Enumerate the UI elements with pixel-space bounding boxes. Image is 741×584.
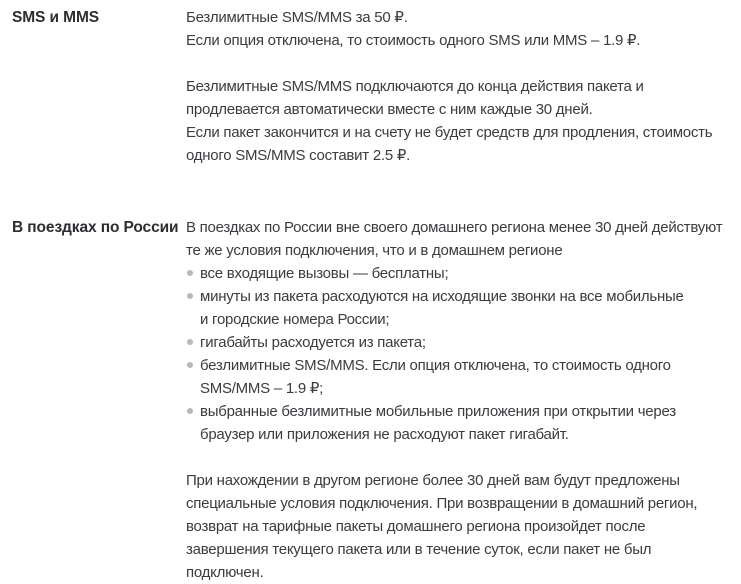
text-line: продлевается автоматически вместе с ним каждые 30 дней. <box>186 101 593 118</box>
row-label: SMS и MMS <box>12 9 99 26</box>
bullet-list <box>186 262 723 446</box>
list-item <box>186 400 723 446</box>
text-line: браузер или приложения не расходуют пакет гигабайт. <box>200 426 569 443</box>
text-line: подключен. <box>186 564 264 581</box>
row-content <box>186 6 723 167</box>
text-line: возврат на тарифные пакеты домашнего региона произойдет после <box>186 518 646 535</box>
paragraph <box>186 75 723 167</box>
paragraph <box>186 469 723 584</box>
bullet-icon <box>187 362 193 368</box>
list-item <box>186 285 723 331</box>
definition-rows <box>12 6 723 584</box>
row-label: В поездках по России <box>12 219 179 236</box>
text-line: и городские номера России; <box>200 311 390 328</box>
definition-row <box>12 6 723 167</box>
text-line: При нахождении в другом регионе более 30 дней вам будут предложены <box>186 472 680 489</box>
text-line: выбранные безлимитные мобильные приложения при открытии через <box>200 403 676 420</box>
text-line: специальные условия подключения. При возвращении в домашний регион, <box>186 495 698 512</box>
text-line: Если пакет закончится и на счету не будет средств для продления, стоимость <box>186 124 713 141</box>
text-line: В поездках по России вне своего домашнего региона менее 30 дней действуют <box>186 219 723 236</box>
list-item <box>186 354 723 400</box>
text-line: Безлимитные SMS/MMS подключаются до конца действия пакета и <box>186 78 644 95</box>
paragraph <box>186 6 723 52</box>
list-item <box>186 262 723 285</box>
text-line: те же условия подключения, что и в домашнем регионе <box>186 242 563 259</box>
definition-row <box>12 216 723 584</box>
list-item <box>186 331 723 354</box>
paragraph <box>186 216 723 262</box>
text-line: безлимитные SMS/MMS. Если опция отключена, то стоимость одного <box>200 357 671 374</box>
bullet-icon <box>187 293 193 299</box>
row-content <box>186 216 723 584</box>
bullet-icon <box>187 408 193 414</box>
bullet-icon <box>187 339 193 345</box>
text-line: одного SMS/MMS составит 2.5 ₽. <box>186 147 411 164</box>
text-line: минуты из пакета расходуются на исходящие звонки на все мобильные <box>200 288 684 305</box>
text-line: Если опция отключена, то стоимость одного SMS или MMS – 1.9 ₽. <box>186 32 641 49</box>
text-line: SMS/MMS – 1.9 ₽; <box>200 380 324 397</box>
bullet-icon <box>187 270 193 276</box>
text-line: Безлимитные SMS/MMS за 50 ₽. <box>186 9 408 26</box>
text-line: все входящие вызовы — бесплатны; <box>200 265 449 282</box>
text-line: завершения текущего пакета или в течение суток, если пакет не был <box>186 541 652 558</box>
text-line: гигабайты расходуется из пакета; <box>200 334 426 351</box>
